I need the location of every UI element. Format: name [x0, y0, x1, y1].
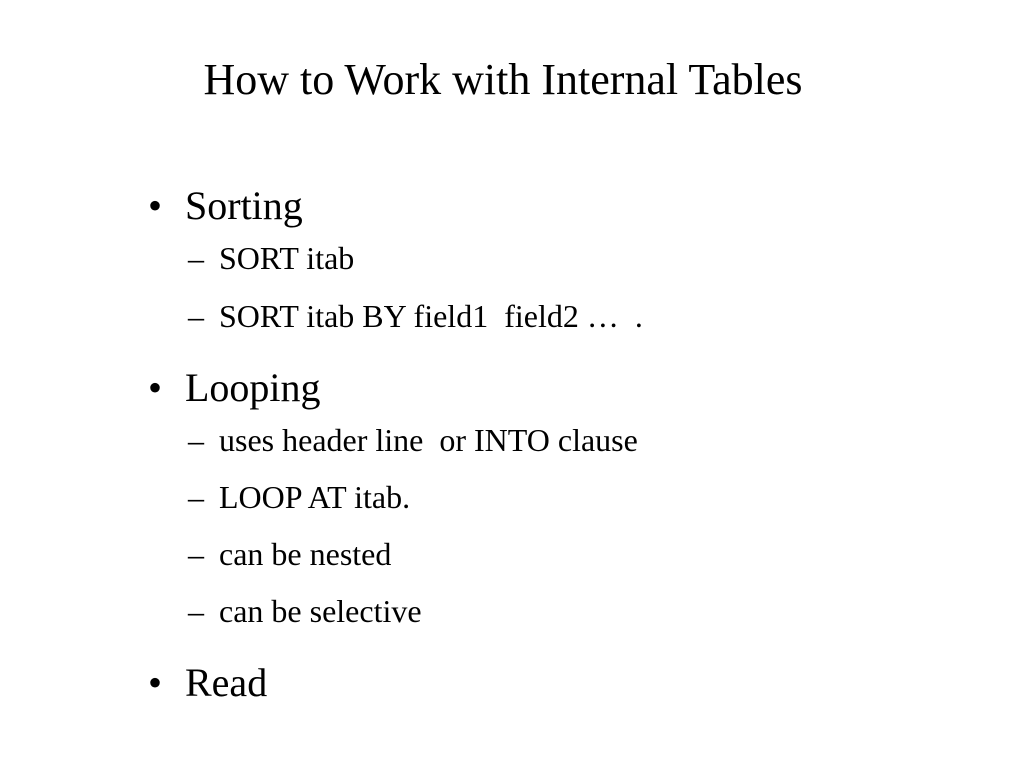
dash-marker: – — [188, 479, 204, 515]
bullet-item-read — [88, 617, 267, 749]
dash-marker: – — [188, 240, 204, 276]
dash-marker: – — [188, 298, 204, 334]
dash-marker: – — [188, 422, 204, 458]
dash-marker: – — [188, 536, 204, 572]
sub-item-text: can be selective — [219, 593, 422, 629]
dash-marker: – — [188, 593, 204, 629]
bullet-text: Looping — [185, 365, 321, 410]
bullet-marker: • — [148, 660, 163, 705]
bullet-text: Sorting — [185, 183, 303, 228]
sub-item-text: SORT itab — [219, 240, 355, 276]
sub-item-text: SORT itab BY field1 field2 … . — [219, 298, 643, 334]
bullet-marker: • — [148, 183, 163, 228]
slide-title: How to Work with Internal Tables — [203, 55, 803, 104]
bullet-marker: • — [148, 365, 163, 410]
sub-item-text: uses header line or INTO clause — [219, 422, 638, 458]
bullet-text: Read — [185, 660, 268, 705]
sub-item-text: can be nested — [219, 536, 392, 572]
sub-item-text: LOOP AT itab. — [219, 479, 411, 515]
